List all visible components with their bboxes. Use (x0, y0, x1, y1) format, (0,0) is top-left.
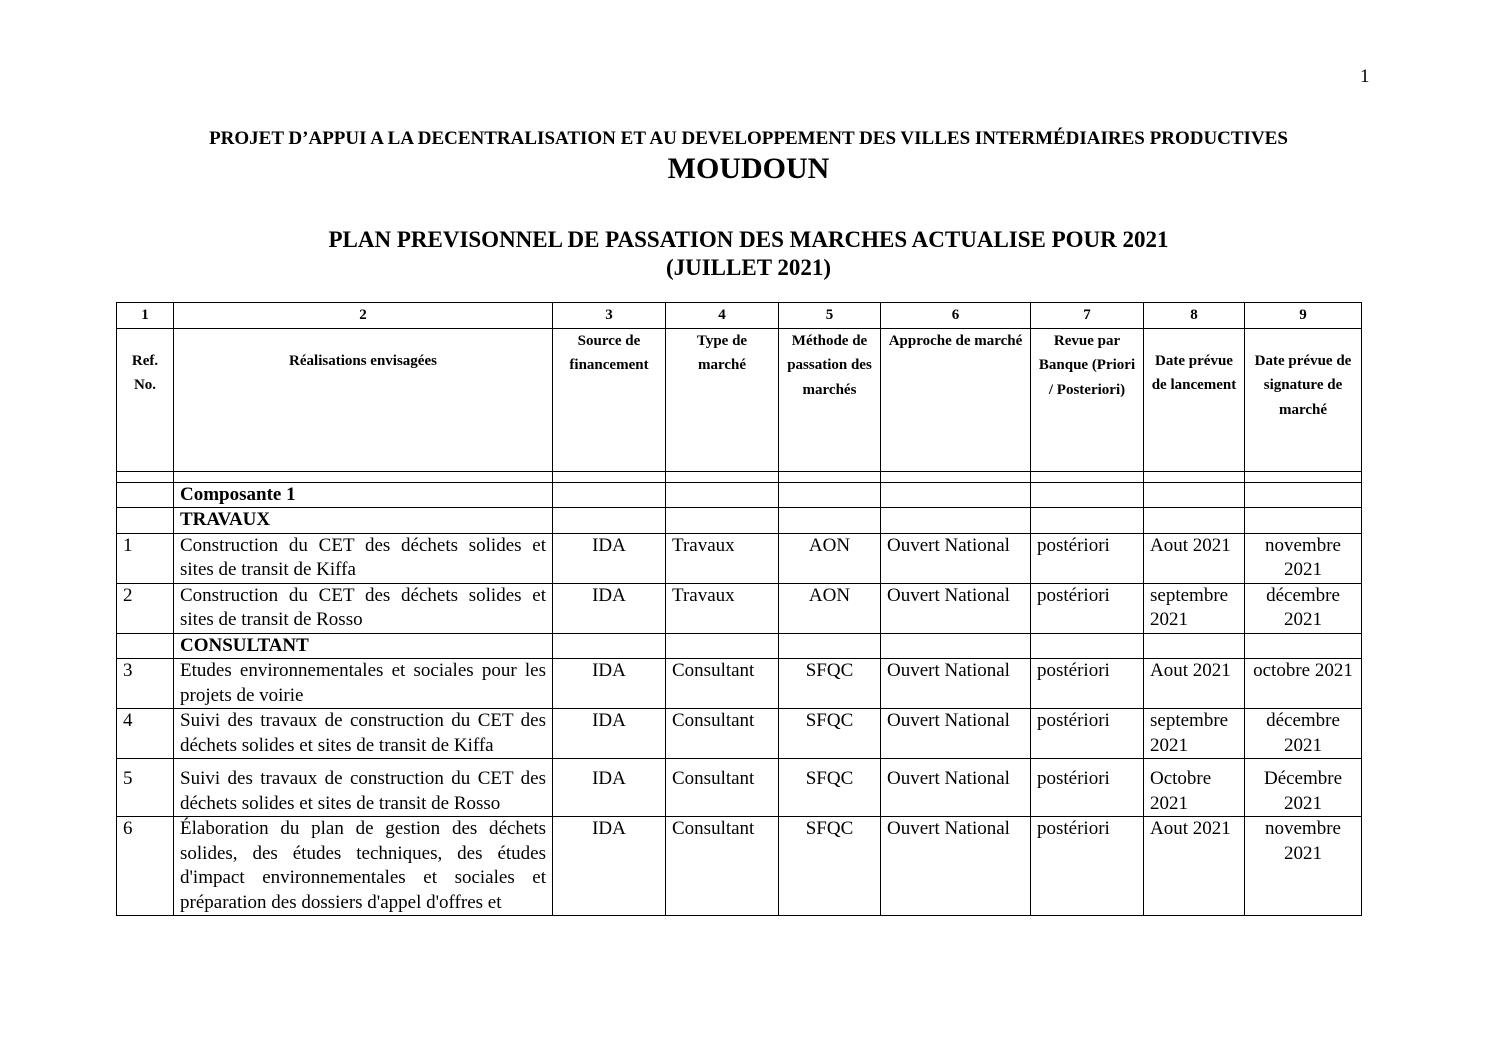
cell-signature: décembre 2021 (1245, 709, 1362, 759)
cell-type: Consultant (666, 759, 779, 817)
header-method: Méthode de passation des marchés (779, 328, 881, 471)
section-component: Composante 1 (174, 482, 553, 508)
header-ref: Ref. No. (117, 328, 174, 471)
table-row (117, 659, 1362, 709)
brand-title: MOUDOUN (667, 152, 830, 185)
cell-ref: 1 (117, 533, 174, 583)
cell-source: IDA (553, 583, 666, 633)
cell-ref: 4 (117, 709, 174, 759)
cell-launch: Aout 2021 (1144, 817, 1245, 916)
column-number: 8 (1144, 303, 1245, 329)
table-row (117, 759, 1362, 817)
cell-launch: Aout 2021 (1144, 533, 1245, 583)
cell-review: postériori (1031, 817, 1144, 916)
cell-source: IDA (553, 533, 666, 583)
cell-review: postériori (1031, 709, 1144, 759)
table-row (117, 709, 1362, 759)
cell-source: IDA (553, 709, 666, 759)
cell-type: Consultant (666, 659, 779, 709)
header-approach: Approche de marché (881, 328, 1031, 471)
cell-description: Etudes environnementales et sociales pour les projets de voirie (174, 659, 553, 709)
header-source: Source de financement (553, 328, 666, 471)
project-title: PROJET D’APPUI A LA DECENTRALISATION ET AU DEVELOPPEMENT DES VILLES INTERMÉDIAIRES PRODUCTIVES (209, 128, 1288, 149)
cell-launch: septembre 2021 (1144, 709, 1245, 759)
cell-method: AON (779, 583, 881, 633)
section-row (117, 633, 1362, 659)
column-number-row (117, 303, 1362, 329)
cell-review: postériori (1031, 659, 1144, 709)
column-number: 6 (881, 303, 1031, 329)
column-number: 3 (553, 303, 666, 329)
header-launch-date: Date prévue de lancement (1144, 328, 1245, 471)
cell-approach: Ouvert National (881, 533, 1031, 583)
cell-description: Suivi des travaux de construction du CET des déchets solides et sites de transit de Rosso (174, 759, 553, 817)
cell-review: postériori (1031, 533, 1144, 583)
cell-description: Construction du CET des déchets solides et sites de transit de Kiffa (174, 533, 553, 583)
column-number: 7 (1031, 303, 1144, 329)
column-number: 4 (666, 303, 779, 329)
table-row (117, 533, 1362, 583)
cell-approach: Ouvert National (881, 659, 1031, 709)
cell-description: Construction du CET des déchets solides et sites de transit de Rosso (174, 583, 553, 633)
section-works: TRAVAUX (174, 508, 553, 534)
column-header-row (117, 328, 1362, 471)
plan-title (0, 226, 1497, 282)
cell-method: AON (779, 533, 881, 583)
cell-launch: septembre 2021 (1144, 583, 1245, 633)
plan-title-line-1: PLAN PREVISONNEL DE PASSATION DES MARCHES ACTUALISE POUR 2021 (328, 227, 1169, 252)
cell-signature: novembre 2021 (1245, 533, 1362, 583)
cell-source: IDA (553, 759, 666, 817)
cell-type: Consultant (666, 817, 779, 916)
cell-description: Élaboration du plan de gestion des déchets solides, des études techniques, des études d'impact environnementales et sociales et préparation des dossiers d'appel d'offres et (174, 817, 553, 916)
cell-signature: novembre 2021 (1245, 817, 1362, 916)
cell-ref: 6 (117, 817, 174, 916)
cell-type: Travaux (666, 583, 779, 633)
cell-approach: Ouvert National (881, 817, 1031, 916)
header-review: Revue par Banque (Priori / Posteriori) (1031, 328, 1144, 471)
cell-ref: 5 (117, 759, 174, 817)
cell-source: IDA (553, 817, 666, 916)
cell-method: SFQC (779, 759, 881, 817)
cell-method: SFQC (779, 709, 881, 759)
column-number: 5 (779, 303, 881, 329)
spacer-row (117, 471, 1362, 482)
plan-title-line-2: (JUILLET 2021) (665, 255, 832, 280)
cell-method: SFQC (779, 659, 881, 709)
cell-type: Consultant (666, 709, 779, 759)
cell-launch: Octobre 2021 (1144, 759, 1245, 817)
cell-ref: 3 (117, 659, 174, 709)
header-description: Réalisations envisagées (174, 328, 553, 471)
table-row (117, 583, 1362, 633)
cell-signature: décembre 2021 (1245, 583, 1362, 633)
header-signature-date: Date prévue de signature de marché (1245, 328, 1362, 471)
header-type: Type de marché (666, 328, 779, 471)
procurement-plan-table (116, 302, 1362, 916)
cell-signature: Décembre 2021 (1245, 759, 1362, 817)
cell-approach: Ouvert National (881, 583, 1031, 633)
cell-review: postériori (1031, 583, 1144, 633)
cell-approach: Ouvert National (881, 709, 1031, 759)
column-number: 2 (174, 303, 553, 329)
section-consultant: CONSULTANT (174, 633, 553, 659)
section-row (117, 508, 1362, 534)
cell-launch: Aout 2021 (1144, 659, 1245, 709)
cell-type: Travaux (666, 533, 779, 583)
cell-approach: Ouvert National (881, 759, 1031, 817)
column-number: 9 (1245, 303, 1362, 329)
table-row (117, 817, 1362, 916)
cell-signature: octobre 2021 (1245, 659, 1362, 709)
cell-review: postériori (1031, 759, 1144, 817)
section-row (117, 482, 1362, 508)
page-number: 1 (1360, 66, 1370, 87)
cell-description: Suivi des travaux de construction du CET des déchets solides et sites de transit de Kiffa (174, 709, 553, 759)
column-number: 1 (117, 303, 174, 329)
cell-ref: 2 (117, 583, 174, 633)
cell-source: IDA (553, 659, 666, 709)
cell-method: SFQC (779, 817, 881, 916)
